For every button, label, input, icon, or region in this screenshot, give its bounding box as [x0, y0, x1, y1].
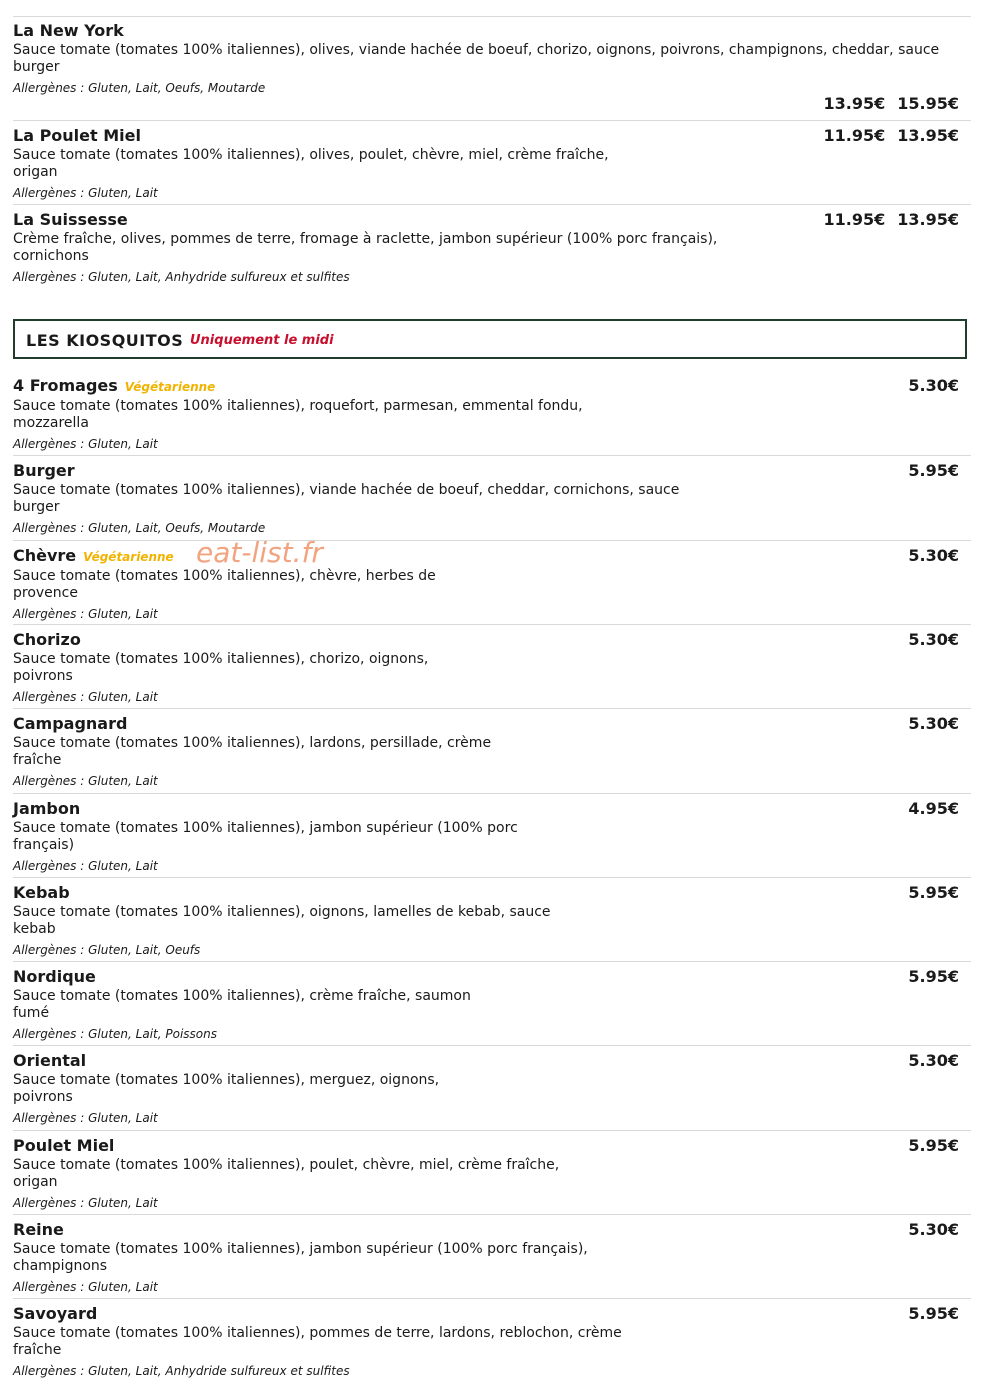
item-price: 5.95€	[908, 967, 959, 987]
item-name: Kebab	[13, 882, 70, 902]
item-allergens: Allergènes : Gluten, Lait, Oeufs	[13, 942, 201, 957]
item-price: 5.30€	[908, 1220, 959, 1239]
item-desc: Sauce tomate (tomates 100% italiennes), viande hachée de boeuf, cheddar, cornichons, sauce burger	[13, 482, 680, 516]
item-name: La New York	[13, 21, 124, 40]
item-price: 5.95€	[908, 882, 959, 902]
price-medium: 11.95€	[823, 126, 886, 145]
item-prices	[812, 94, 960, 114]
item-prices	[812, 126, 960, 146]
item-desc: Sauce tomate (tomates 100% italiennes), roquefort, parmesan, emmental fondu, mozzarella	[13, 398, 583, 431]
price-medium: 13.95€	[823, 94, 886, 113]
item-name: 4 Fromages	[13, 376, 118, 395]
item-name-row	[13, 1131, 971, 1157]
item-desc: Crème fraîche, olives, pommes de terre, fromage à raclette, jambon supérieur (100% porc français), cornichons	[13, 231, 718, 264]
item-allergens: Allergènes : Gluten, Lait	[13, 1195, 158, 1210]
item-price: 5.95€	[908, 1135, 959, 1155]
item-name-row	[13, 625, 971, 651]
item-allergens: Allergènes : Gluten, Lait	[13, 774, 158, 789]
menu-item-kiosquito	[13, 624, 971, 705]
item-allergens: Allergènes : Gluten, Lait, Poissons	[13, 1027, 217, 1042]
item-price: 5.30€	[908, 545, 959, 565]
item-desc: Sauce tomate (tomates 100% italiennes), chèvre, herbes de provence	[13, 567, 436, 601]
top-divider	[13, 16, 971, 17]
item-desc: Sauce tomate (tomates 100% italiennes), pommes de terre, lardons, reblochon, crème fraîche	[13, 1325, 622, 1359]
section-note: Uniquement le midi	[190, 333, 334, 348]
item-allergens: Allergènes : Gluten, Lait, Anhydride sulfureux et sulfites	[13, 270, 350, 284]
item-name: Nordique	[13, 967, 96, 987]
menu-item-kiosquito	[13, 708, 971, 789]
item-name-row	[13, 709, 971, 735]
item-allergens: Allergènes : Gluten, Lait	[13, 186, 158, 200]
item-desc: Sauce tomate (tomates 100% italiennes), olives, poulet, chèvre, miel, crème fraîche, origan	[13, 147, 609, 180]
item-desc: Sauce tomate (tomates 100% italiennes), jambon supérieur (100% porc français)	[13, 819, 518, 853]
menu-item-top-1	[13, 120, 971, 201]
item-name: Reine	[13, 1220, 64, 1239]
vegetarian-badge: Végétarienne	[83, 549, 174, 564]
item-desc: Sauce tomate (tomates 100% italiennes), crème fraîche, saumon fumé	[13, 988, 471, 1022]
item-price: 5.95€	[908, 461, 959, 481]
price-large: 13.95€	[897, 126, 959, 145]
item-name: Campagnard	[13, 714, 128, 734]
item-name-row	[13, 962, 971, 988]
item-name-row	[13, 794, 971, 820]
menu-item-kiosquito	[13, 1130, 971, 1211]
item-allergens: Allergènes : Gluten, Lait	[13, 437, 158, 451]
menu-item-kiosquito	[13, 371, 971, 452]
vegetarian-badge: Végétarienne	[124, 380, 216, 394]
item-allergens: Allergènes : Gluten, Lait	[13, 858, 158, 873]
item-desc: Sauce tomate (tomates 100% italiennes), jambon supérieur (100% porc français), champignons	[13, 1241, 588, 1274]
item-name-row	[13, 1046, 971, 1072]
menu-item-top-2	[13, 204, 971, 285]
item-allergens: Allergènes : Gluten, Lait, Oeufs, Moutarde	[13, 81, 266, 95]
menu-item-kiosquito	[13, 540, 971, 622]
item-desc: Sauce tomate (tomates 100% italiennes), oignons, lamelles de kebab, sauce kebab	[13, 903, 551, 937]
item-allergens: Allergènes : Gluten, Lait	[13, 689, 158, 704]
item-price: 5.30€	[908, 376, 959, 395]
item-desc: Sauce tomate (tomates 100% italiennes), merguez, oignons, poivrons	[13, 1072, 440, 1106]
item-name-row	[13, 878, 971, 904]
item-name: Chorizo	[13, 629, 81, 649]
item-desc: Sauce tomate (tomates 100% italiennes), lardons, persillade, crème fraîche	[13, 735, 492, 769]
item-allergens: Allergènes : Gluten, Lait	[13, 1280, 158, 1294]
section-title: LES KIOSQUITOS	[26, 331, 184, 350]
item-name: Oriental	[13, 1051, 87, 1071]
item-name-row	[13, 456, 971, 482]
watermark: eat-list.fr	[196, 536, 323, 569]
item-desc: Sauce tomate (tomates 100% italiennes), olives, viande hachée de boeuf, chorizo, oignons, poivrons, champignons, cheddar, sauce burger	[13, 42, 940, 75]
item-price: 5.30€	[908, 629, 959, 649]
item-price: 5.30€	[908, 714, 959, 734]
menu-item-kiosquito	[13, 877, 971, 958]
menu-item-kiosquito	[13, 1045, 971, 1126]
item-name-row	[13, 1299, 971, 1325]
item-name: Jambon	[13, 798, 81, 818]
item-prices	[812, 210, 960, 230]
section-header-kiosquitos	[13, 319, 967, 359]
item-name-row	[13, 1215, 971, 1241]
menu-item-kiosquito	[13, 1298, 971, 1379]
item-allergens: Allergènes : Gluten, Lait, Oeufs, Moutarde	[13, 521, 266, 536]
item-name: Chèvre	[13, 545, 77, 565]
item-name: La Suissesse	[13, 210, 128, 229]
menu-item-kiosquito	[13, 1214, 971, 1295]
item-desc: Sauce tomate (tomates 100% italiennes), chorizo, oignons, poivrons	[13, 650, 429, 684]
price-large: 13.95€	[897, 210, 959, 229]
item-name: Savoyard	[13, 1304, 98, 1324]
item-name-row	[13, 541, 971, 568]
item-price: 4.95€	[908, 798, 959, 818]
item-allergens: Allergènes : Gluten, Lait	[13, 606, 158, 621]
menu-item-kiosquito	[13, 793, 971, 874]
item-price: 5.30€	[908, 1051, 959, 1071]
item-name: Burger	[13, 461, 75, 481]
item-name: La Poulet Miel	[13, 126, 141, 145]
price-large: 15.95€	[897, 94, 959, 113]
menu-item-top-0	[13, 20, 971, 113]
item-desc: Sauce tomate (tomates 100% italiennes), poulet, chèvre, miel, crème fraîche, origan	[13, 1156, 560, 1190]
item-name: Poulet Miel	[13, 1135, 115, 1155]
menu-item-kiosquito	[13, 961, 971, 1042]
menu-item-kiosquito	[13, 455, 971, 536]
item-name-row	[13, 371, 971, 398]
price-medium: 11.95€	[823, 210, 886, 229]
item-price: 5.95€	[908, 1304, 959, 1324]
item-allergens: Allergènes : Gluten, Lait	[13, 1111, 158, 1126]
item-allergens: Allergènes : Gluten, Lait, Anhydride sulfureux et sulfites	[13, 1364, 350, 1379]
